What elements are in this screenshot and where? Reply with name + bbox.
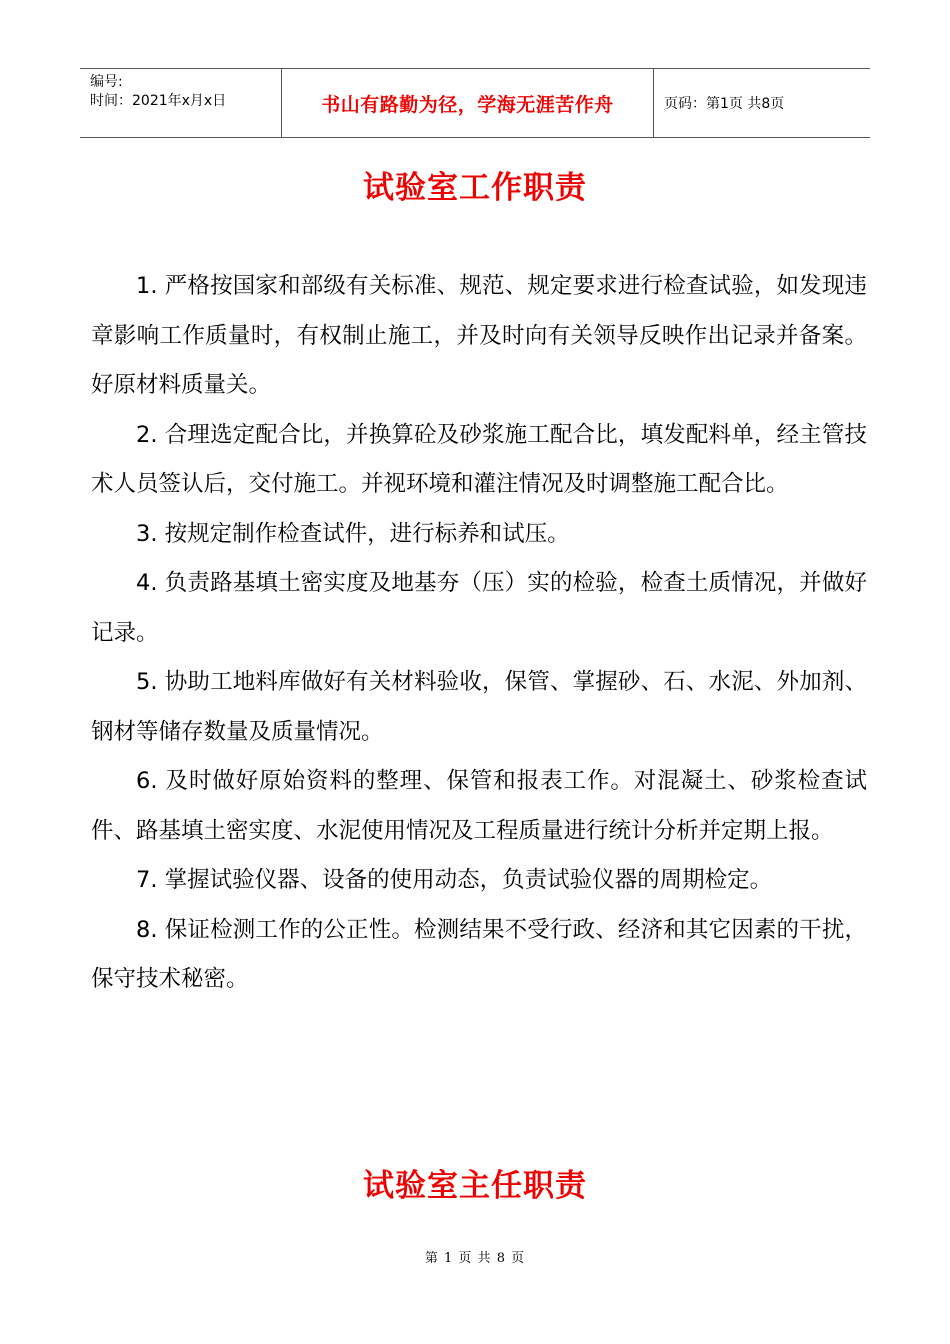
section-title-lab-duties: 试验室工作职责	[363, 170, 587, 206]
page-footer: 第 1 页 共 8 页	[424, 1251, 526, 1266]
section-title-director-duties: 试验室主任职责	[363, 1168, 587, 1204]
duty-paragraph: 4. 负责路基填土密实度及地基夯（压）实的检验，检查土质情况，并做好记录。	[91, 570, 867, 646]
document-number-label: 编号:	[90, 74, 123, 90]
header-page-info: 页码：第1页 共8页	[664, 96, 785, 112]
duty-paragraph: 6. 及时做好原始资料的整理、保管和报表工作。对混凝土、砂浆检查试件、路基填土密实度、水泥使用情况及工程质量进行统计分析并定期上报。	[91, 768, 867, 844]
header-motto: 书山有路勤为径，学海无涯苦作舟	[282, 69, 654, 137]
header-meta-cell	[80, 69, 282, 137]
duty-paragraph: 1. 严格按国家和部级有关标准、规范、规定要求进行检查试验，如发现违章影响工作质量时，有权制止施工，并及时向有关领导反映作出记录并备案。好原材料质量关。	[91, 273, 867, 398]
document-date: 时间：2021年x月x日	[90, 93, 227, 109]
duty-paragraph: 5. 协助工地料库做好有关材料验收，保管、掌握砂、石、水泥、外加剂、钢材等储存数量及质量情况。	[91, 669, 867, 745]
duty-paragraph: 8. 保证检测工作的公正性。检测结果不受行政、经济和其它因素的干扰，保守技术秘密。	[91, 916, 867, 992]
header-table	[80, 68, 870, 138]
duties-list	[91, 262, 867, 1005]
duty-paragraph: 3. 按规定制作检查试件，进行标养和试压。	[136, 520, 570, 547]
duty-paragraph: 7. 掌握试验仪器、设备的使用动态，负责试验仪器的周期检定。	[136, 867, 773, 893]
duty-paragraph: 2. 合理选定配合比，并换算砼及砂浆施工配合比，填发配料单，经主管技术人员签认后，交付施工。并视环境和灌注情况及时调整施工配合比。	[91, 421, 867, 497]
